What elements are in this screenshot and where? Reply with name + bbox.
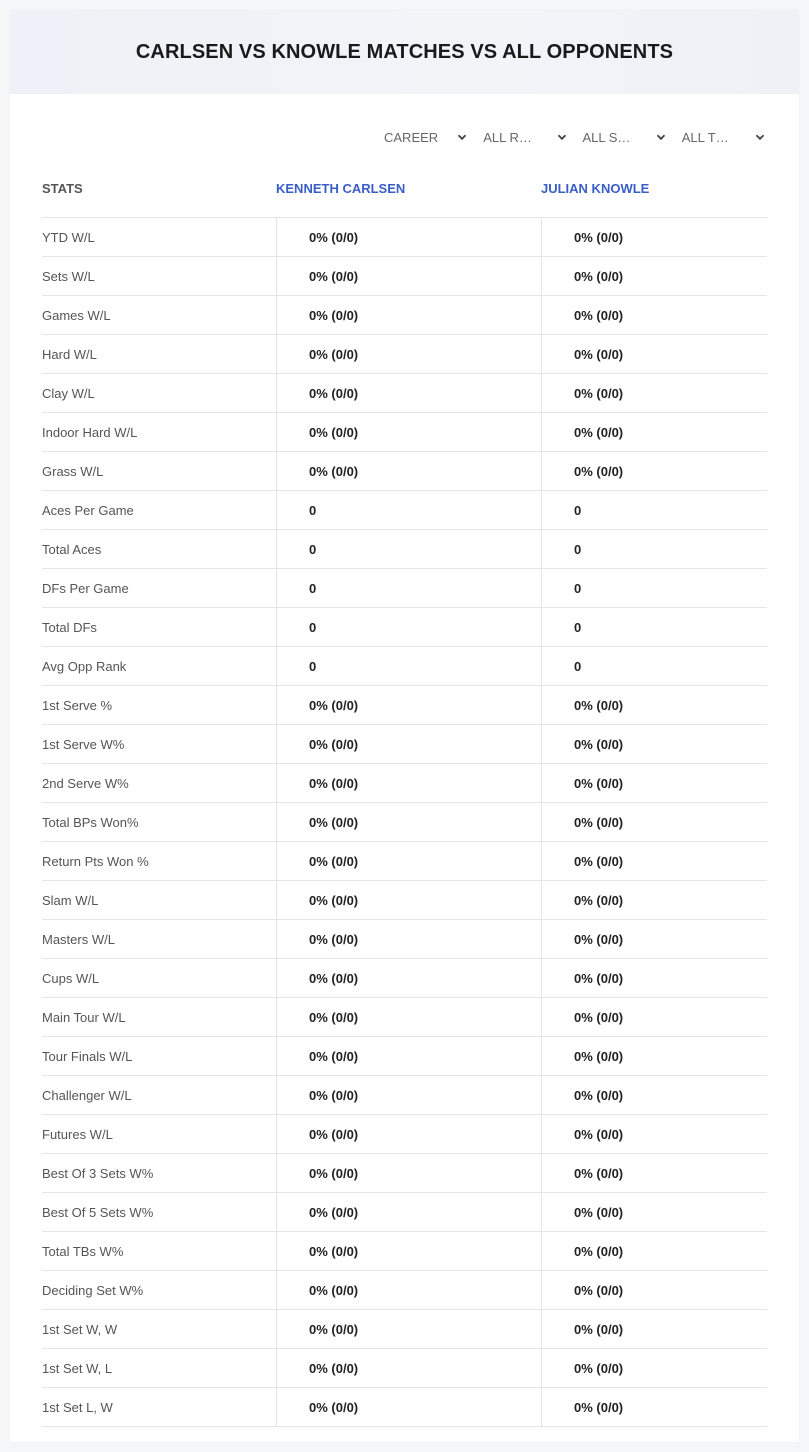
table-row: [42, 530, 767, 569]
player1-value: 0% (0/0): [276, 1154, 541, 1192]
player1-value: 0% (0/0): [276, 1349, 541, 1387]
table-row: [42, 1310, 767, 1349]
player1-value: 0% (0/0): [276, 686, 541, 724]
table-row: [42, 374, 767, 413]
filter-surface-value: ALL S…: [582, 129, 631, 145]
stat-label: Return Pts Won %: [42, 853, 149, 869]
player1-value: 0% (0/0): [276, 881, 541, 919]
player2-value: 0% (0/0): [541, 1115, 767, 1153]
stat-label: 2nd Serve W%: [42, 775, 129, 791]
stat-label: Cups W/L: [42, 970, 100, 986]
stat-label: Slam W/L: [42, 892, 99, 908]
stat-label: Avg Opp Rank: [42, 658, 127, 674]
stats-card: [10, 10, 799, 1442]
stat-label: Indoor Hard W/L: [42, 424, 138, 440]
filter-tournament-value: ALL T…: [681, 129, 729, 145]
table-row: [42, 335, 767, 374]
stat-label: Tour Finals W/L: [42, 1048, 133, 1064]
player2-value: 0% (0/0): [541, 1388, 767, 1426]
player1-value: 0% (0/0): [276, 335, 541, 373]
stat-label: Sets W/L: [42, 268, 95, 284]
table-row: [42, 920, 767, 959]
stat-label: DFs Per Game: [42, 580, 129, 596]
filter-surface-select[interactable]: [569, 126, 668, 148]
player1-value: 0% (0/0): [276, 218, 541, 256]
table-row: [42, 491, 767, 530]
stats-table: [42, 159, 767, 1427]
chevron-down-icon: [755, 132, 765, 142]
player2-value: 0: [541, 569, 767, 607]
table-row: [42, 1154, 767, 1193]
card-header: [10, 10, 799, 94]
stat-label: 1st Set W, L: [42, 1360, 113, 1376]
player1-value: 0% (0/0): [276, 1388, 541, 1426]
table-row: [42, 218, 767, 257]
player2-value: 0% (0/0): [541, 1076, 767, 1114]
table-row: [42, 296, 767, 335]
stat-label: 1st Set W, W: [42, 1321, 118, 1337]
player2-value: 0% (0/0): [541, 725, 767, 763]
player2-value: 0% (0/0): [541, 1193, 767, 1231]
table-row: [42, 1388, 767, 1427]
player1-value: 0: [276, 530, 541, 568]
player1-value: 0: [276, 491, 541, 529]
player2-value: 0% (0/0): [541, 881, 767, 919]
table-row: [42, 959, 767, 998]
filter-round-select[interactable]: [469, 126, 568, 148]
stat-label: 1st Serve %: [42, 697, 113, 713]
player1-value: 0% (0/0): [276, 1232, 541, 1270]
player2-value: 0% (0/0): [541, 218, 767, 256]
stat-label: 1st Serve W%: [42, 736, 125, 752]
table-row: [42, 1193, 767, 1232]
stat-label: Deciding Set W%: [42, 1282, 144, 1298]
page-title: CARLSEN VS KNOWLE MATCHES VS ALL OPPONENTS: [135, 40, 674, 63]
stat-label: Total Aces: [42, 541, 102, 557]
player1-value: 0% (0/0): [276, 1037, 541, 1075]
table-row: [42, 998, 767, 1037]
player2-value: 0% (0/0): [541, 1349, 767, 1387]
filter-round-value: ALL R…: [483, 129, 532, 145]
player2-value: 0% (0/0): [541, 257, 767, 295]
player2-value: 0% (0/0): [541, 842, 767, 880]
stat-label: Masters W/L: [42, 931, 115, 947]
table-row: [42, 608, 767, 647]
player1-value: 0% (0/0): [276, 1193, 541, 1231]
stat-label: Total DFs: [42, 619, 97, 635]
table-row: [42, 803, 767, 842]
table-row: [42, 569, 767, 608]
table-row: [42, 647, 767, 686]
table-row: [42, 1037, 767, 1076]
table-row: [42, 413, 767, 452]
player1-value: 0% (0/0): [276, 959, 541, 997]
table-header: [42, 159, 767, 218]
player1-value: 0% (0/0): [276, 920, 541, 958]
table-row: [42, 842, 767, 881]
player2-value: 0% (0/0): [541, 764, 767, 802]
table-row: [42, 881, 767, 920]
table-row: [42, 764, 767, 803]
filter-period-value: CAREER: [384, 129, 439, 145]
player2-value: 0: [541, 647, 767, 685]
player2-value: 0: [541, 530, 767, 568]
stat-label: Best Of 5 Sets W%: [42, 1204, 154, 1220]
stat-label: Total TBs W%: [42, 1243, 124, 1259]
player2-value: 0% (0/0): [541, 296, 767, 334]
player2-value: 0% (0/0): [541, 1310, 767, 1348]
table-body: [42, 218, 767, 1427]
player1-value: 0% (0/0): [276, 413, 541, 451]
player1-value: 0% (0/0): [276, 452, 541, 490]
player2-value: 0% (0/0): [541, 959, 767, 997]
player1-value: 0: [276, 647, 541, 685]
player2-value: 0% (0/0): [541, 413, 767, 451]
table-row: [42, 1232, 767, 1271]
chevron-down-icon: [557, 132, 567, 142]
player2-value: 0% (0/0): [541, 1154, 767, 1192]
player2-value: 0: [541, 608, 767, 646]
table-row: [42, 1271, 767, 1310]
player1-value: 0% (0/0): [276, 257, 541, 295]
stat-label: YTD W/L: [42, 229, 95, 245]
filter-bar: [370, 126, 767, 148]
player1-value: 0% (0/0): [276, 296, 541, 334]
player2-value: 0% (0/0): [541, 1037, 767, 1075]
table-row: [42, 1076, 767, 1115]
stat-label: 1st Set L, W: [42, 1399, 113, 1415]
player1-value: 0% (0/0): [276, 1076, 541, 1114]
stat-label: Challenger W/L: [42, 1087, 132, 1103]
stat-label: Total BPs Won%: [42, 814, 139, 830]
table-row: [42, 686, 767, 725]
stats-column-header: STATS: [42, 180, 83, 196]
player2-value: 0% (0/0): [541, 1232, 767, 1270]
chevron-down-icon: [457, 132, 467, 142]
player2-value: 0% (0/0): [541, 998, 767, 1036]
stat-label: Hard W/L: [42, 346, 97, 362]
player2-value: 0% (0/0): [541, 920, 767, 958]
table-row: [42, 452, 767, 491]
player1-value: 0% (0/0): [276, 1310, 541, 1348]
player1-value: 0% (0/0): [276, 764, 541, 802]
player1-value: 0: [276, 608, 541, 646]
player2-value: 0% (0/0): [541, 374, 767, 412]
player1-value: 0% (0/0): [276, 842, 541, 880]
player1-value: 0% (0/0): [276, 1271, 541, 1309]
table-row: [42, 1349, 767, 1388]
filter-period-select[interactable]: [370, 126, 469, 148]
player1-value: 0% (0/0): [276, 1115, 541, 1153]
player1-value: 0% (0/0): [276, 725, 541, 763]
player1-value: 0: [276, 569, 541, 607]
player2-column-header[interactable]: JULIAN KNOWLE: [541, 180, 650, 196]
table-row: [42, 725, 767, 764]
player2-value: 0% (0/0): [541, 1271, 767, 1309]
player2-value: 0: [541, 491, 767, 529]
stat-label: Main Tour W/L: [42, 1009, 126, 1025]
stat-label: Futures W/L: [42, 1126, 113, 1142]
player1-value: 0% (0/0): [276, 803, 541, 841]
stat-label: Best Of 3 Sets W%: [42, 1165, 154, 1181]
table-row: [42, 1115, 767, 1154]
chevron-down-icon: [656, 132, 666, 142]
player2-value: 0% (0/0): [541, 452, 767, 490]
stat-label: Clay W/L: [42, 385, 95, 401]
stat-label: Games W/L: [42, 307, 111, 323]
player1-value: 0% (0/0): [276, 998, 541, 1036]
player2-value: 0% (0/0): [541, 686, 767, 724]
player1-value: 0% (0/0): [276, 374, 541, 412]
stat-label: Grass W/L: [42, 463, 104, 479]
player2-value: 0% (0/0): [541, 803, 767, 841]
player2-value: 0% (0/0): [541, 335, 767, 373]
player1-column-header[interactable]: KENNETH CARLSEN: [276, 180, 406, 196]
stat-label: Aces Per Game: [42, 502, 134, 518]
table-row: [42, 257, 767, 296]
filter-tournament-select[interactable]: [668, 126, 767, 148]
